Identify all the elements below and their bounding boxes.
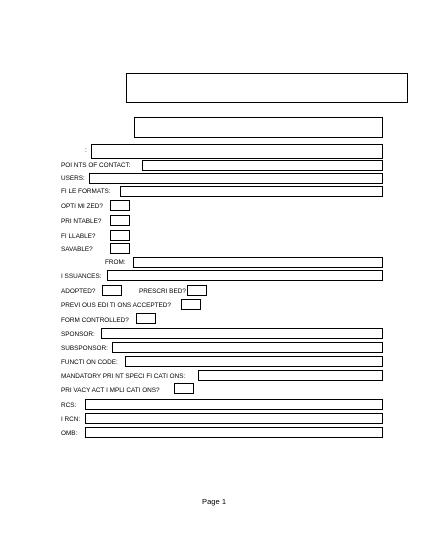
from-field[interactable]: [133, 257, 383, 268]
savable-field[interactable]: [110, 243, 130, 254]
form-controlled-field[interactable]: [136, 313, 156, 324]
optimized-label: OPTI MI ZED?: [61, 203, 103, 210]
sponsor-field[interactable]: [101, 328, 383, 339]
savable-label: SAVABLE?: [61, 246, 93, 253]
adopted-field[interactable]: [102, 285, 122, 296]
title-box[interactable]: [126, 73, 408, 103]
omb-field[interactable]: [85, 427, 383, 438]
rcs-field[interactable]: [85, 399, 383, 410]
prescribed-label: PRESCRI BED?: [139, 288, 186, 295]
fillable-field[interactable]: [110, 230, 130, 241]
optimized-field[interactable]: [110, 200, 130, 211]
previous-editions-label: PREVI OUS EDI TI ONS ACCEPTED?: [61, 302, 171, 309]
mandatory-print-label: MANDATORY PRI NT SPECI FI CATI ONS:: [61, 373, 186, 380]
function-code-label: FUNCTI ON CODE:: [61, 359, 118, 366]
printable-field[interactable]: [110, 215, 130, 226]
previous-editions-field[interactable]: [181, 299, 201, 310]
prescribed-field[interactable]: [187, 285, 207, 296]
adopted-label: ADOPTED?: [61, 288, 96, 295]
form-controlled-label: FORM CONTROLLED?: [61, 317, 129, 324]
ircn-label: I RCN:: [61, 416, 81, 423]
sponsor-label: SPONSOR:: [61, 331, 95, 338]
mandatory-print-field[interactable]: [198, 370, 383, 381]
fillable-label: FI LLABLE?: [61, 233, 96, 240]
points-of-contact-field[interactable]: [142, 160, 383, 171]
file-formats-label: FI LE FORMATS:: [61, 188, 111, 195]
users-field[interactable]: [89, 173, 383, 184]
ircn-field[interactable]: [85, 413, 383, 424]
points-of-contact-label: POI NTS OF CONTACT:: [61, 162, 131, 169]
omb-label: OMB:: [61, 430, 78, 437]
colon-field[interactable]: [91, 144, 383, 159]
form-number-box[interactable]: [134, 117, 383, 138]
users-label: USERS:: [61, 175, 85, 182]
privacy-act-label: PRI VACY ACT I MPLI CATI ONS?: [61, 387, 160, 394]
page-number: Page 1: [202, 497, 227, 506]
rcs-label: RCS:: [61, 402, 77, 409]
issuances-field[interactable]: [107, 270, 383, 281]
printable-label: PRI NTABLE?: [61, 218, 102, 225]
privacy-act-field[interactable]: [174, 383, 194, 394]
from-label: FROM:: [105, 259, 126, 266]
colon-label: :: [85, 147, 87, 154]
file-formats-field[interactable]: [120, 186, 383, 197]
function-code-field[interactable]: [125, 356, 383, 367]
subsponsor-field[interactable]: [112, 342, 383, 353]
issuances-label: I SSUANCES:: [61, 273, 102, 280]
subsponsor-label: SUBSPONSOR:: [61, 345, 108, 352]
